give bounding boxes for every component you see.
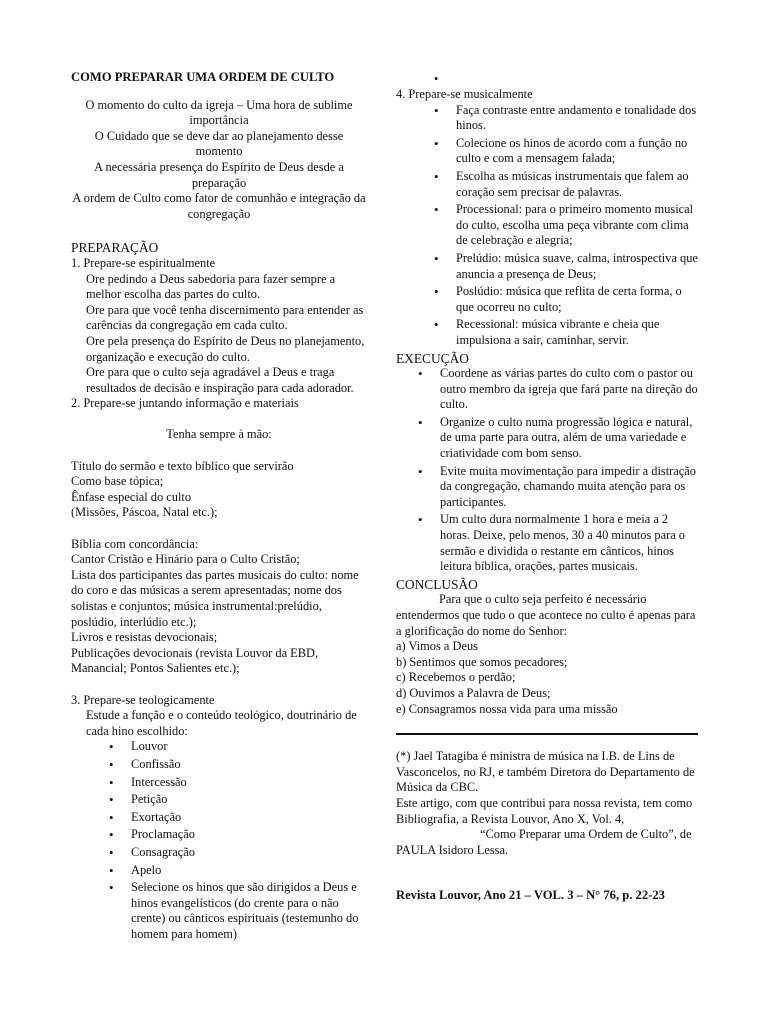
- conclusao-item: b) Sentimos que somos pecadores;: [396, 654, 568, 669]
- list-item: • Evite muita movimentação para impedir a distração da congregação, chamando muita atenção para os participantes.: [440, 464, 698, 511]
- list-item: • Faça contraste entre andamento e tonalidade dos hinos.: [456, 103, 698, 134]
- intro-block: [71, 98, 367, 223]
- footnote-author: (*) Jael Tatagiba é ministra de música na I.B. de Lins de Vasconcelos, no RJ, e também Diretora do Departamento de Música da CBC.: [396, 749, 695, 795]
- list-item: • Processional: para o primeiro momento musical do culto, escolha uma peça vibrante com clima de celebração e alegria;: [456, 202, 698, 249]
- step-1-heading: 1. Prepare-se espiritualmente: [71, 255, 216, 270]
- footnote-article-title: “Como Preparar uma Ordem de Culto”, de: [480, 827, 692, 842]
- conclusao-text: Para que o culto seja perfeito é necessário entendermos que tudo o que acontece no culto é apenas para a glorificação do nome do Senhor:: [396, 592, 696, 638]
- list-item: • Proclamação: [131, 827, 367, 843]
- list-item: • Exortação: [131, 810, 367, 826]
- step-1-item-text: Ore para que o culto seja agradável a Deus e traga resultados de decisão e inspiração para cada adorador.: [86, 365, 354, 395]
- step-4-heading: 4. Prepare-se musicalmente: [396, 87, 533, 101]
- conclusao-item: d) Ouvimos a Palavra de Deus;: [396, 685, 551, 700]
- tenha-heading: Tenha sempre à mão:: [166, 427, 272, 442]
- materials-line: Livros e resistas devocionais;: [71, 630, 218, 645]
- step-1-item: [71, 365, 367, 396]
- list-item: • Recessional: música vibrante e cheia que impulsiona a sair, caminhar, servir.: [456, 317, 698, 348]
- conclusao-item: c) Recebemos o perdão;: [396, 670, 516, 685]
- footnote-author-name: PAULA Isidoro Lessa.: [396, 842, 509, 857]
- materials-line: Bíblia com concordância:: [71, 536, 199, 551]
- list-item: • Poslúdio: música que reflita de certa forma, o que ocorreu no culto;: [456, 284, 698, 315]
- materials-line: Cantor Cristão e Hinário para o Culto Cristão;: [71, 552, 300, 567]
- materials-line: (Missões, Páscoa, Natal etc.);: [71, 505, 218, 520]
- list-item: • Selecione os hinos que são dirigidos a Deus e hinos evangelísticos (do crente para o não crente) ou cânticos espirituais (testemunho do homem para homem): [131, 880, 367, 942]
- right-column: [396, 72, 698, 904]
- list-item: • Consagração: [131, 845, 367, 861]
- list-item: • Petição: [131, 792, 367, 808]
- list-item: • Um culto dura normalmente 1 hora e meia a 2 horas. Deixe, pelo menos, 30 a 40 minutos para o sermão e dividida o restante em cânticos, hinos leitura bíblica, orações, partes musicais.: [440, 512, 698, 574]
- empty-bullet: [396, 72, 698, 87]
- bullet-glyph: •: [434, 72, 439, 86]
- step-3-text: Estude a função e o conteúdo teológico, doutrinário de cada hino escolhido:: [86, 708, 357, 738]
- list-item: • Apelo: [131, 863, 367, 879]
- step-1-item-text: Ore para que você tenha discernimento para entender as carências da congregação em cada culto.: [86, 302, 364, 333]
- intro-line: A necessária presença do Espírito de Deus desde a preparação: [94, 159, 344, 190]
- step-1-item: [71, 303, 367, 334]
- preparacao-heading: PREPARAÇÃO: [71, 240, 159, 256]
- conclusao-heading: CONCLUSÃO: [396, 576, 478, 592]
- list-item: • Prelúdio: música suave, calma, introspectiva que anuncia a presença de Deus;: [456, 251, 698, 282]
- conclusao-item: e) Consagramos nossa vida para uma missão: [396, 701, 618, 716]
- materials-line: Ênfase especial do culto: [71, 489, 192, 504]
- step-1-item: [71, 272, 367, 303]
- list-item: • Organize o culto numa progressão lógica e natural, de uma parte para outra, além de uma variedade e criatividade com bom senso.: [440, 415, 698, 462]
- materials-line: Lista dos participantes das partes musicais do culto: nome do coro e das músicas a serem apresentadas; nome dos solistas e conjuntos; música instrumental:prelúdio, poslúdio, interlúdio etc.);: [71, 567, 359, 629]
- list-item: • Confissão: [131, 757, 367, 773]
- step-1-item-text: Ore pela presença do Espírito de Deus no planejamento, organização e execução do culto.: [86, 333, 365, 364]
- step-1-item: [71, 334, 367, 365]
- hymn-function-list: [71, 739, 367, 942]
- step-1-item-text: Ore pedindo a Deus sabedoria para fazer sempre a melhor escolha das partes do culto.: [86, 271, 336, 302]
- document-title: COMO PREPARAR UMA ORDEM DE CULTO: [71, 70, 335, 84]
- intro-line: O Cuidado que se deve dar ao planejamento desse momento: [94, 128, 344, 159]
- step-3-heading: 3. Prepare-se teologicamente: [71, 692, 215, 707]
- materials-line: Como base tópica;: [71, 474, 164, 489]
- list-item: • Intercessão: [131, 775, 367, 791]
- left-column: [71, 70, 367, 944]
- source-reference: Revista Louvor, Ano 21 – VOL. 3 – N° 76, p. 22-23: [396, 888, 665, 903]
- execucao-heading: EXECUÇÃO: [396, 350, 469, 366]
- music-list: [396, 103, 698, 349]
- list-item: • Colecione os hinos de acordo com a função no culto e com a mensagem falada;: [456, 136, 698, 167]
- footnote-bibliography: Este artigo, com que contribui para nossa revista, tem como Bibliografia, a Revista Louvor, Ano X, Vol. 4,: [396, 795, 693, 826]
- conclusao-item: a) Vimos a Deus: [396, 639, 478, 654]
- list-item: • Coordene as várias partes do culto com o pastor ou outro membro da igreja que fará parte na direção do culto.: [440, 366, 698, 413]
- materials-line: Publicações devocionais (revista Louvor da EBD, Manancial; Pontos Salientes etc.);: [71, 645, 319, 676]
- divider: [396, 733, 698, 735]
- intro-line: A ordem de Culto como fator de comunhão e integração da congregação: [72, 191, 366, 221]
- materials-line: Título do sermão e texto bíblico que servirão: [71, 458, 294, 473]
- list-item: • Escolha as músicas instrumentais que falem ao coração sem precisar de palavras.: [456, 169, 698, 200]
- execucao-list: [396, 366, 698, 575]
- step-2-heading: 2. Prepare-se juntando informação e materiais: [71, 396, 299, 411]
- intro-line: O momento do culto da igreja – Uma hora de sublime importância: [85, 97, 353, 128]
- list-item: • Louvor: [131, 739, 367, 755]
